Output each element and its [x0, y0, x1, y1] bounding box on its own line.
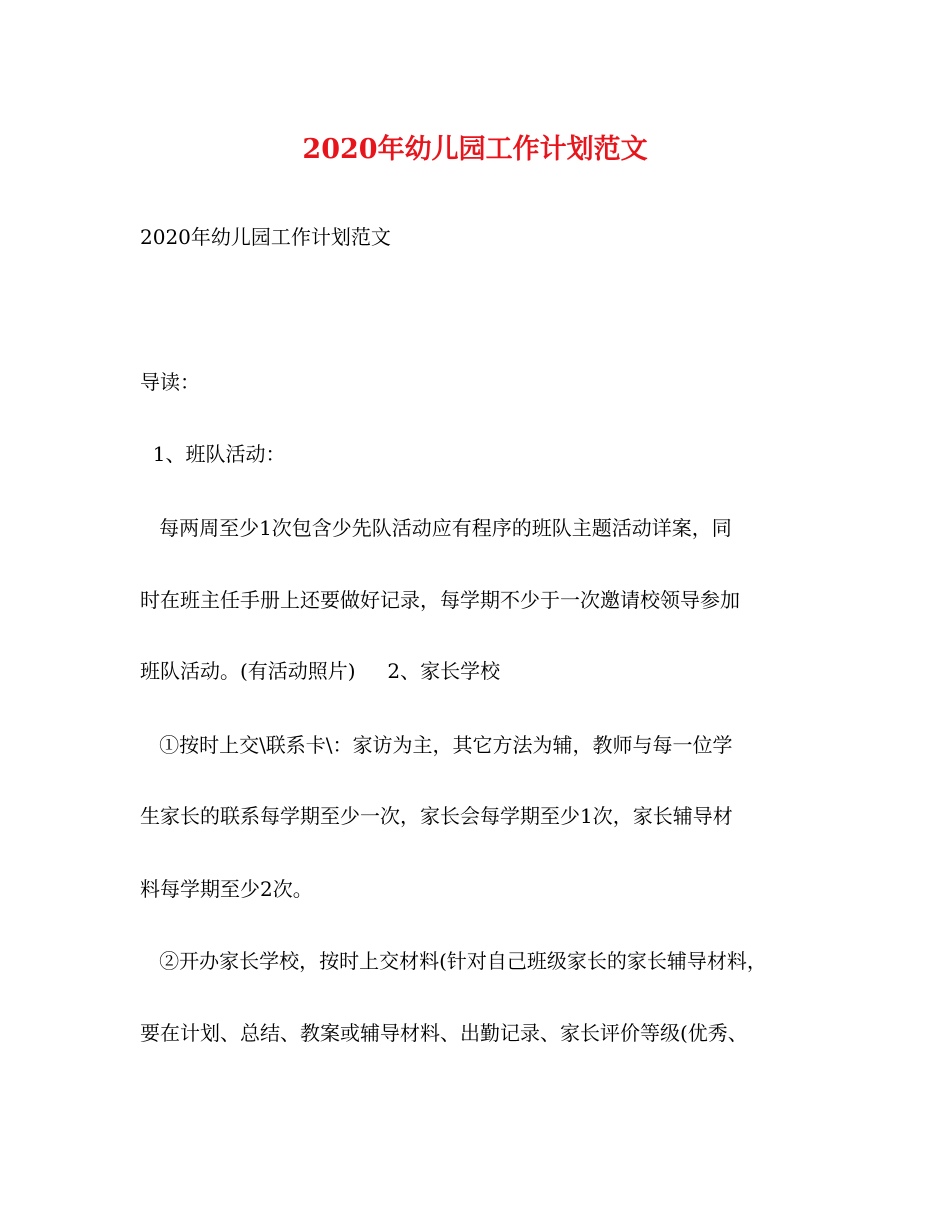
- body-line: ①按时上交\联系卡\：家访为主，其它方法为辅，教师与每一位学: [140, 733, 733, 757]
- body-line: 时在班主任手册上还要做好记录，每学期不少于一次邀请校领导参加: [140, 588, 740, 612]
- section-heading: 1、班队活动：: [140, 442, 286, 466]
- body-line: 要在计划、总结、教案或辅导材料、出勤记录、家长评价等级(优秀、: [140, 1021, 748, 1045]
- body-line: 班队活动。(有活动照片) 2、家长学校: [140, 659, 501, 683]
- subtitle-line: 2020年幼儿园工作计划范文: [140, 225, 391, 249]
- body-line: 生家长的联系每学期至少一次，家长会每学期至少1次，家长辅导材: [140, 804, 733, 828]
- body-line: 每两周至少1次包含少先队活动应有程序的班队主题活动详案，同: [140, 516, 732, 540]
- body-line: 料每学期至少2次。: [140, 877, 313, 901]
- body-line: ②开办家长学校，按时上交材料(针对自己班级家长的家长辅导材料，: [140, 949, 767, 973]
- intro-label: 导读：: [140, 370, 200, 394]
- document-title: 2020年幼儿园工作计划范文: [302, 134, 648, 165]
